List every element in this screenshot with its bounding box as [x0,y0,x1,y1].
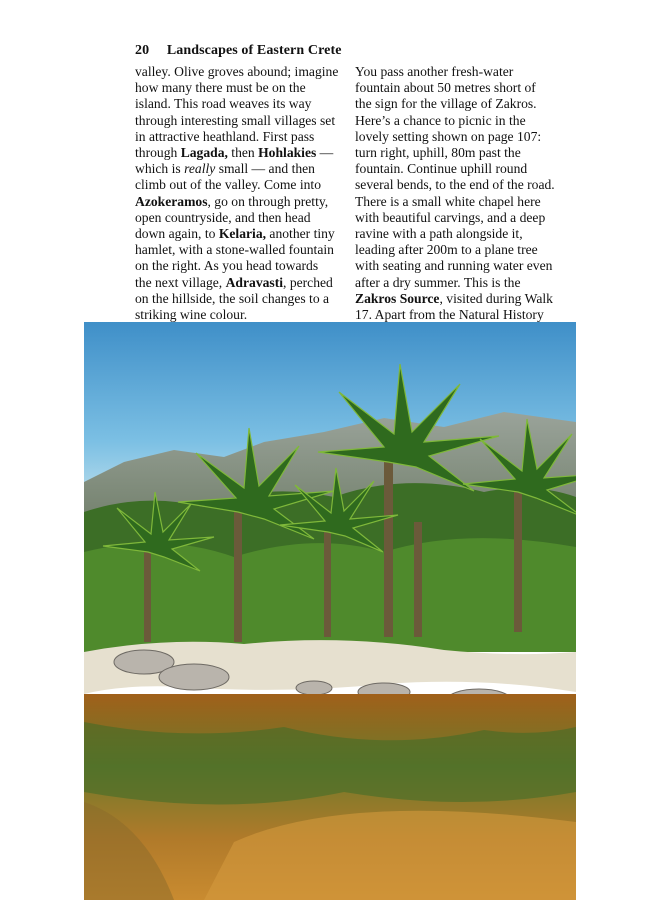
place-zakros-source: Zakros Source [355,290,440,306]
text-line: through interesting small villages set [135,112,336,128]
text-line: in attractive heathland. First pass [135,128,315,144]
right-paragraph [339,64,555,323]
running-header [135,43,342,59]
text-line: valley. Olive groves abound; imagine [135,64,339,79]
text-line: Zakros Source, visited during Walk [355,290,553,306]
text-line: lovely setting shown on page 107: [355,128,542,144]
text-line: fountain about 50 metres short of [355,80,536,96]
text-line: island. This road weaves its way [135,96,312,112]
text-line: down again, to Kelaria, another tiny [135,226,335,242]
text-line: Here’s a chance to picnic in the [355,112,526,128]
text-line: You pass another fresh-water [355,64,514,79]
text-line: which is really small — and then [135,161,315,177]
left-paragraph [135,64,339,323]
text-line: the next village, Adravasti, perched [135,274,333,290]
place-hohlakies: Hohlakies [258,145,317,161]
text-line: on the hillside, the soil changes to a [135,290,330,306]
text-line: with seating and running water even [355,258,553,274]
place-lagada: Lagada, [180,145,228,161]
place-kelaria: Kelaria, [218,226,267,242]
palm-oasis-photo [84,322,576,900]
page-number: 20 [135,43,150,58]
text-line: the sign for the village of Zakros. [355,96,537,112]
text-line: striking wine colour. [135,307,248,323]
text-line: through Lagada, then Hohlakies — [135,145,334,161]
text-line: open countryside, and then head [135,209,311,225]
text-line: hamlet, with a stone-walled fountain [135,242,334,258]
text-line: climb out of the valley. Come into [135,177,321,193]
book-title: Landscapes of Eastern Crete [166,43,342,58]
text-line: Azokeramos, go on through pretty, [135,193,329,209]
place-adravasti: Adravasti [225,274,284,290]
text-line: There is a small white chapel here [355,193,541,209]
text-line: turn right, uphill, 80m past the [355,145,521,161]
text-line: several bends, to the end of the road. [355,177,555,193]
text-line: after a dry summer. This is the [355,274,521,290]
text-line: fountain. Continue uphill round [355,161,528,177]
emphasis-really: really [184,161,216,177]
text-line: 17. Apart from the Natural History [355,307,544,323]
text-line: ravine with a path alongside it, [355,226,523,242]
place-azokeramos: Azokeramos [135,193,208,209]
left-column [135,64,339,323]
text-line: leading after 200m to a plane tree [355,242,538,258]
text-line: with beautiful carvings, and a deep [355,209,546,225]
text-line: on the right. As you head towards [135,258,319,274]
text-line: how many there must be on the [135,80,306,96]
right-column [339,64,555,323]
